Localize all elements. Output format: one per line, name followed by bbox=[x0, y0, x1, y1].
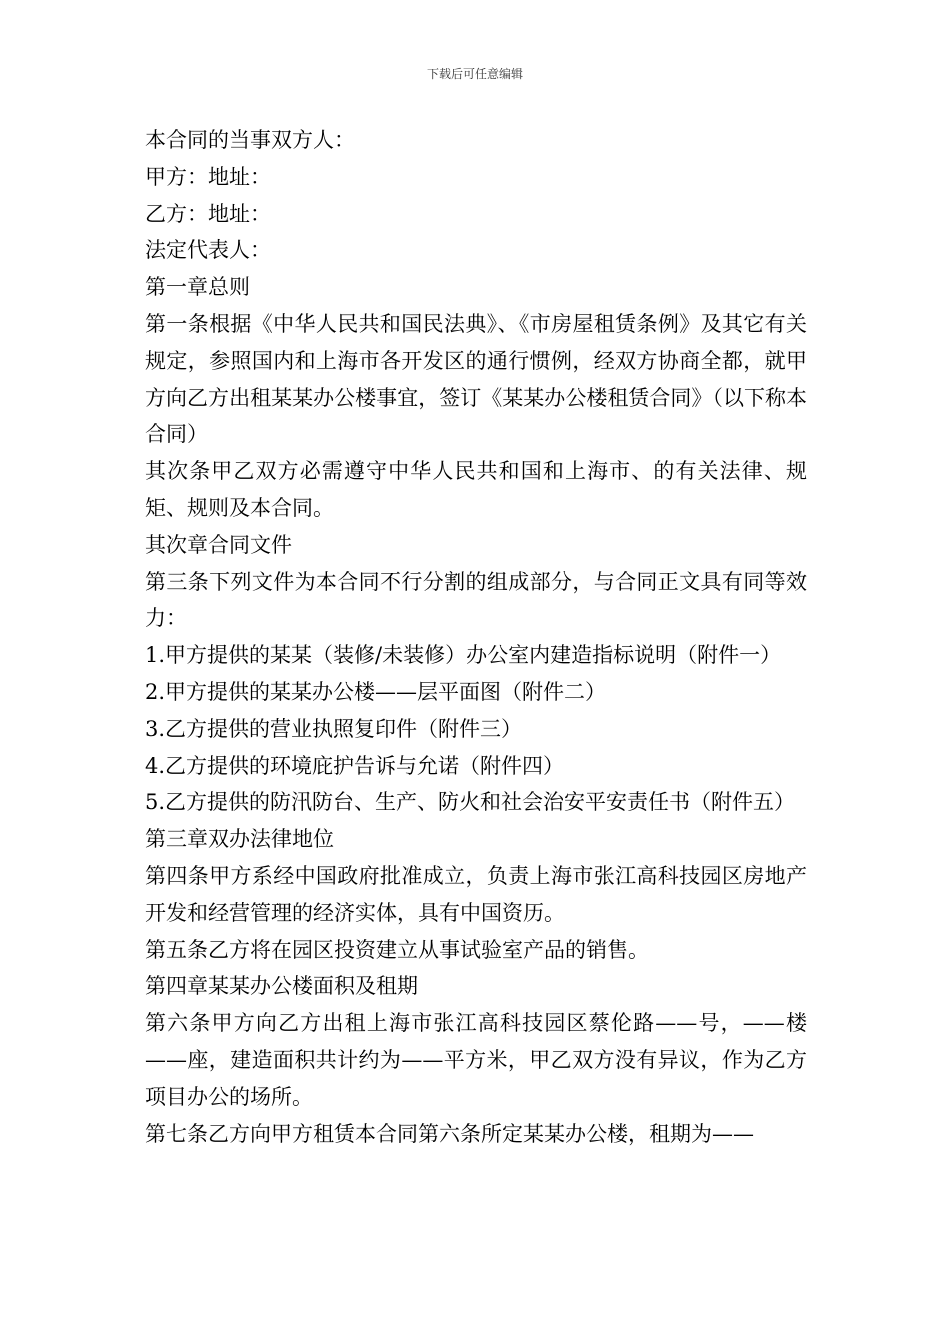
paragraph-party-b: 乙方：地址： bbox=[145, 201, 271, 226]
article-3: 第三条下列文件为本合同不行分割的组成部分，与合同正文具有同等效力： bbox=[145, 569, 807, 631]
article-7: 第七条乙方向甲方租赁本合同第六条所定某某办公楼，租期为—— bbox=[145, 1121, 754, 1146]
chapter-2-heading: 其次章合同文件 bbox=[145, 532, 292, 557]
page-header-note: 下载后可任意编辑 bbox=[426, 67, 523, 81]
paragraph-legal-rep: 法定代表人： bbox=[145, 238, 271, 263]
paragraph-party-a: 甲方：地址： bbox=[145, 164, 271, 189]
list-item-4: 4.乙方提供的环境庇护告诉与允诺（附件四） bbox=[145, 753, 565, 778]
chapter-4-heading: 第四章某某办公楼面积及租期 bbox=[145, 974, 418, 999]
document-body bbox=[145, 122, 807, 1152]
article-6: 第六条甲方向乙方出租上海市张江高科技园区蔡伦路——号，——楼——座，建造面积共计约为——平方米，甲乙双方没有异议，作为乙方项目办公的场所。 bbox=[145, 1011, 807, 1109]
list-item-1: 1.甲方提供的某某（装修/未装修）办公室内建造指标说明（附件一） bbox=[145, 643, 782, 668]
chapter-1-heading: 第一章总则 bbox=[145, 275, 250, 300]
article-5: 第五条乙方将在园区投资建立从事试验室产品的销售。 bbox=[145, 937, 649, 962]
article-2: 其次条甲乙双方必需遵守中华人民共和国和上海市、的有关法律、规矩、规则及本合同。 bbox=[145, 459, 807, 520]
chapter-3-heading: 第三章双办法律地位 bbox=[145, 827, 334, 852]
list-item-3: 3.乙方提供的营业执照复印件（附件三） bbox=[145, 716, 523, 741]
paragraph-parties-intro: 本合同的当事双方人： bbox=[145, 128, 355, 152]
list-item-2: 2.甲方提供的某某办公楼——层平面图（附件二） bbox=[145, 679, 607, 704]
article-1: 第一条根据《中华人民共和国民法典》、《市房屋租赁条例》及其它有关规定，参照国内和上海市各开发区的通行惯例，经双方协商全都，就甲方向乙方出租某某办公楼事宜，签订《某某办公楼租赁合同》（以下称本合同） bbox=[145, 311, 807, 447]
list-item-5: 5.乙方提供的防汛防台、生产、防火和社会治安平安责任书（附件五） bbox=[145, 790, 796, 815]
article-4: 第四条甲方系经中国政府批准成立，负责上海市张江高科技园区房地产开发和经营管理的经济实体，具有中国资历。 bbox=[145, 863, 807, 925]
